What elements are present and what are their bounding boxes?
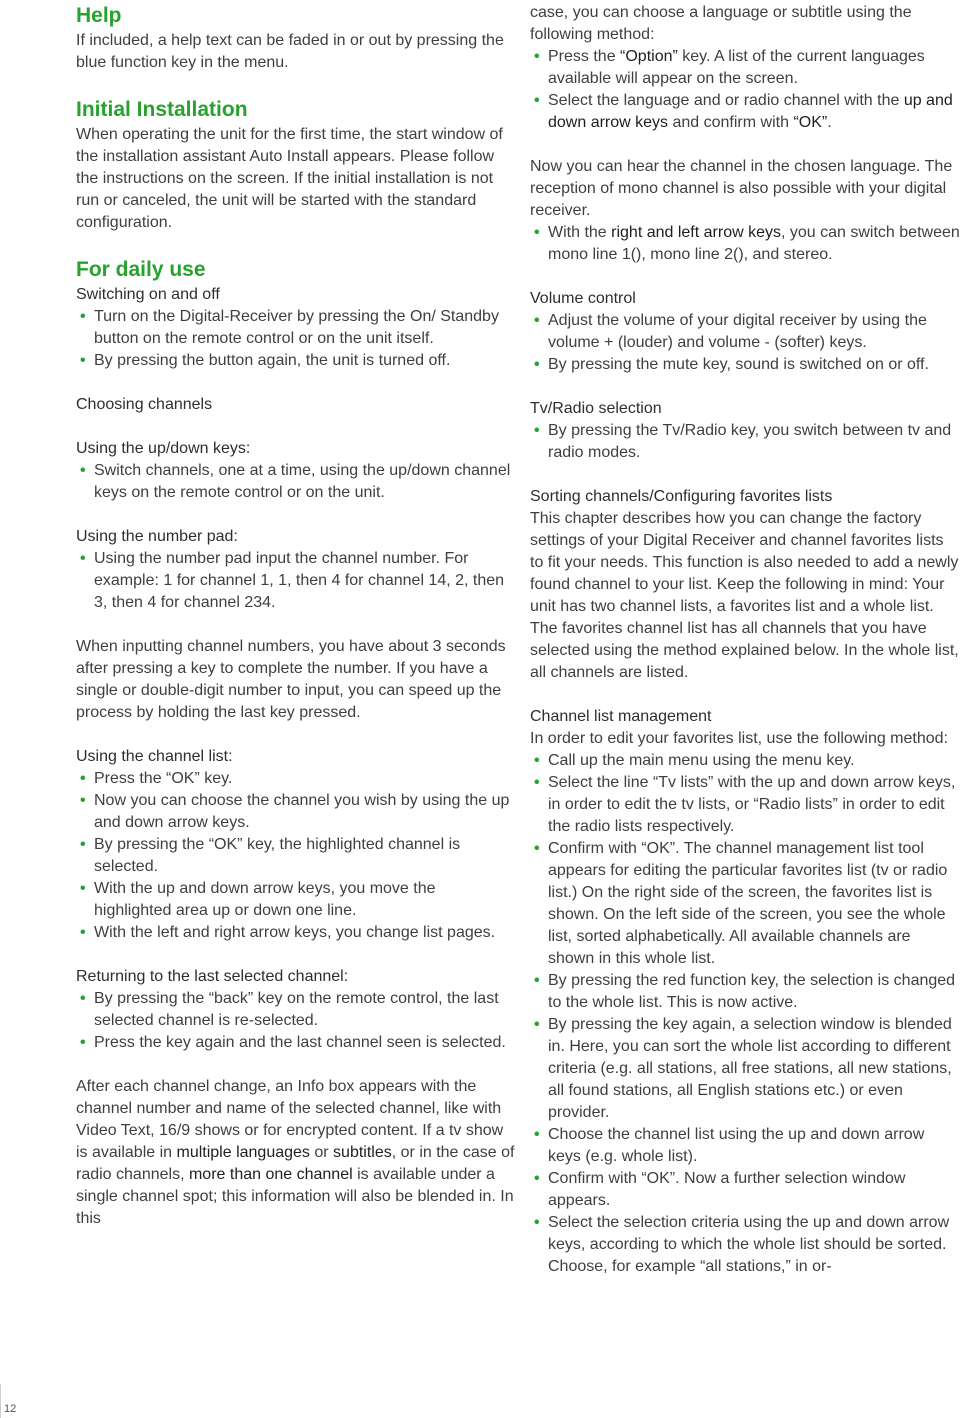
option-key-term: “Option” <box>620 48 678 65</box>
inputting-text: When inputting channel numbers, you have about 3 seconds after pressing a key to complete the number. If you have a single or double-digit number to input, you can speed up the process by holding the last key pressed. <box>76 638 506 721</box>
returning-list <box>76 988 516 1054</box>
list-item: • Turn on the Digital-Receiver by pressing the On/ Standby button on the remote control or on the unit itself. <box>76 306 516 350</box>
more-than-one-channel-term: more than one channel <box>188 1166 353 1183</box>
channel-list-heading: Using the channel list: <box>76 748 233 765</box>
channel-management-text: In order to edit your favorites list, use the following method: <box>530 730 948 747</box>
tvradio-heading: Tv/Radio selection <box>530 400 662 417</box>
channel-list-steps <box>76 768 516 944</box>
list-item: • Now you can choose the channel you wish by using the up and down arrow keys. <box>76 790 516 834</box>
list-item: • By pressing the Tv/Radio key, you switch between tv and radio modes. <box>530 420 960 464</box>
daily-use-heading: For daily use <box>76 258 206 281</box>
list-item: • Select the language and or radio channel with the up and down arrow keys and confirm with “OK”. <box>530 90 960 134</box>
list-item: • Select the selection criteria using the up and down arrow keys, according to which the whole list should be sorted. Choose, for example “all stations,” in or- <box>530 1212 960 1278</box>
sorting-heading: Sorting channels/Configuring favorites lists <box>530 488 833 505</box>
numpad-list <box>76 548 516 614</box>
hear-text: Now you can hear the channel in the chosen language. The reception of mono channel is also possible with your digital receiver. <box>530 158 953 219</box>
channel-management-heading: Channel list management <box>530 708 712 725</box>
list-item: • Switch channels, one at a time, using the up/down channel keys on the remote control or on the unit. <box>76 460 516 504</box>
left-column <box>76 0 516 1230</box>
numpad-heading: Using the number pad: <box>76 528 238 545</box>
list-item: • Using the number pad input the channel number. For example: 1 for channel 1, 1, then 4 for channel 14, 2, then 3, then 4 for channel 234. <box>76 548 516 614</box>
choosing-channels-heading: Choosing channels <box>76 396 213 413</box>
right-column <box>530 0 960 1278</box>
mono-list <box>530 222 960 266</box>
volume-list <box>530 310 960 376</box>
list-item: • Adjust the volume of your digital receiver by using the volume + (louder) and volume - (softer) keys. <box>530 310 960 354</box>
switching-list <box>76 306 516 372</box>
list-item: • Press the “OK” key. <box>76 768 516 790</box>
sorting-text: This chapter describes how you can change the factory settings of your Digital Receiver and channel favorites lists to fit your needs. This function is also needed to add a newly found channel to your list. Keep the following in mind: Your unit has two channel lists, a favorites list and a whole list. The favorites channel list has all channels that you have selected using the method explained below. In the whole list, all channels are listed. <box>530 510 959 681</box>
updown-heading: Using the up/down keys: <box>76 440 251 457</box>
list-item: • By pressing the mute key, sound is switched on or off. <box>530 354 960 376</box>
multiple-languages-term: multiple languages <box>176 1144 310 1161</box>
page-edge-divider <box>0 1384 1 1418</box>
list-item: • With the right and left arrow keys, you can switch between mono line 1(), mono line 2(), and stereo. <box>530 222 960 266</box>
subtitles-term: subtitles <box>333 1144 392 1161</box>
language-method-list <box>530 46 960 134</box>
list-item: • By pressing the “OK” key, the highlighted channel is selected. <box>76 834 516 878</box>
list-item: • By pressing the button again, the unit is turned off. <box>76 350 516 372</box>
list-item: • By pressing the red function key, the selection is changed to the whole list. This is now active. <box>530 970 960 1014</box>
list-item: • Select the line “Tv lists” with the up and down arrow keys, in order to edit the tv lists, or “Radio lists” in order to edit the radio lists respectively. <box>530 772 960 838</box>
channel-management-steps <box>530 750 960 1278</box>
volume-heading: Volume control <box>530 290 636 307</box>
initial-installation-text: When operating the unit for the first time, the start window of the installation assistant Auto Install appears. Please follow the instructions on the screen. If the initial installation is not run or canceled, the unit will be started with the standard configuration. <box>76 126 503 231</box>
returning-heading: Returning to the last selected channel: <box>76 968 349 985</box>
list-item: • By pressing the “back” key on the remote control, the last selected channel is re-selected. <box>76 988 516 1032</box>
switching-heading: Switching on and off <box>76 286 220 303</box>
list-item: • Choose the channel list using the up and down arrow keys (e.g. whole list). <box>530 1124 960 1168</box>
list-item: • Call up the main menu using the menu key. <box>530 750 960 772</box>
page-number: 12 <box>4 1403 17 1415</box>
ok-key-term: “OK” <box>793 114 828 131</box>
list-item: • Press the “Option” key. A list of the current languages available will appear on the screen. <box>530 46 960 90</box>
list-item: • With the up and down arrow keys, you move the highlighted area up or down one line. <box>76 878 516 922</box>
list-item: • Confirm with “OK”. Now a further selection window appears. <box>530 1168 960 1212</box>
help-text: If included, a help text can be faded in or out by pressing the blue function key in the menu. <box>76 32 504 71</box>
list-item: • By pressing the key again, a selection window is blended in. Here, you can sort the whole list according to different criteria (e.g. all stations, all free stations, all new stations, all found stations, all English stations etc.) or even provider. <box>530 1014 960 1124</box>
left-right-arrow-keys-term: right and left arrow keys <box>611 224 781 241</box>
continuation-text: case, you can choose a language or subtitle using the following method: <box>530 4 912 43</box>
tvradio-list <box>530 420 960 464</box>
list-item: • Confirm with “OK”. The channel management list tool appears for editing the particular favorites list (tv or radio list.) On the right side of the screen, the favorites list is shown. On the left side of the screen, you see the whole list, sorted alphabetically. All available channels are shown in this whole list. <box>530 838 960 970</box>
updown-list <box>76 460 516 504</box>
arrow-keys-term: up and down arrow keys <box>548 92 953 131</box>
list-item: • With the left and right arrow keys, you change list pages. <box>76 922 516 944</box>
list-item: • Press the key again and the last channel seen is selected. <box>76 1032 516 1054</box>
info-box-text: After each channel change, an Info box appears with the channel number and name of the selected channel, like with Video Text, 16/9 shows or for encrypted content. If a tv show is available in multiple languages or subtitles, or in the case of radio channels, more than one channel is available under a single channel spot; this information will also be blended in. In this <box>76 1078 515 1227</box>
initial-installation-heading: Initial Installation <box>76 98 248 121</box>
help-heading: Help <box>76 4 122 27</box>
